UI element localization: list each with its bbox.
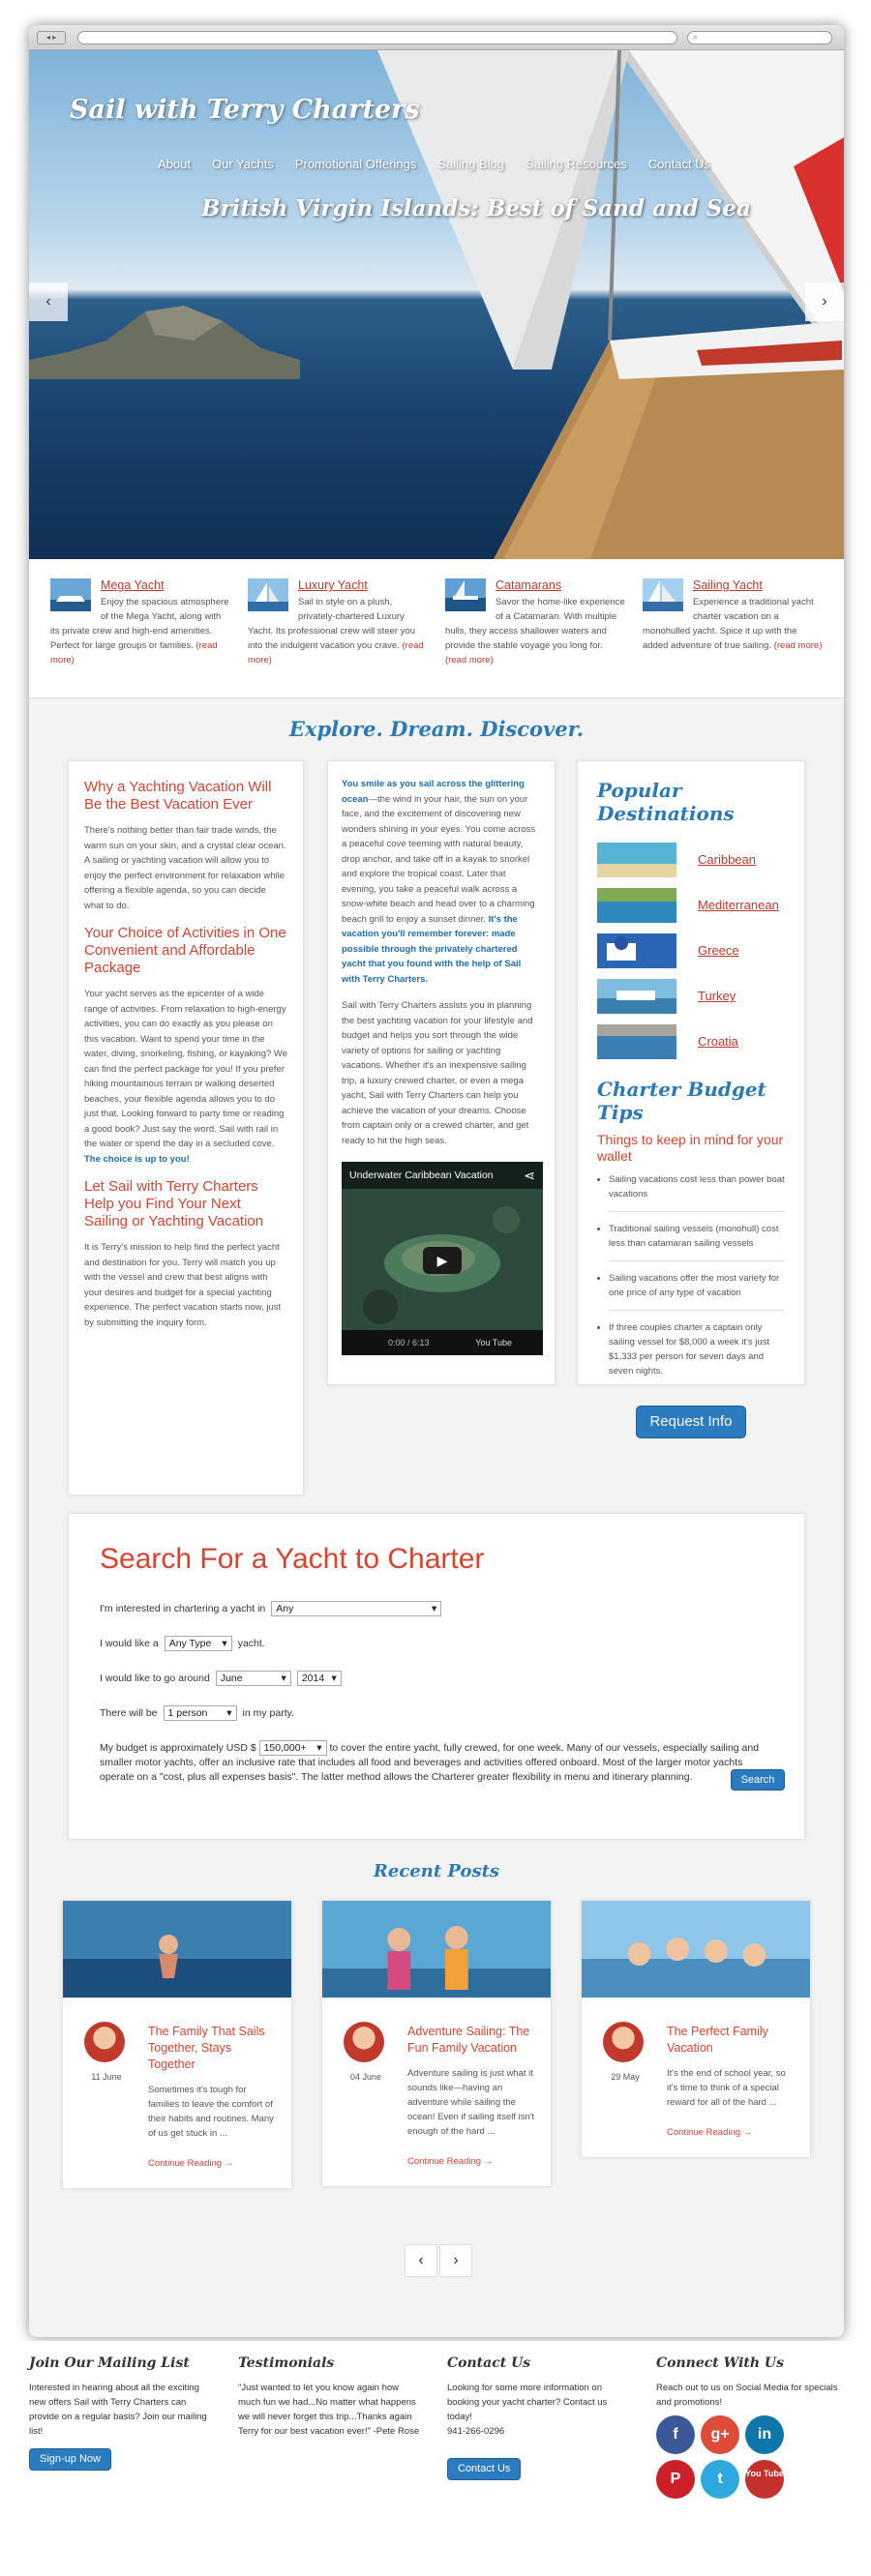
yachting-vacation-article [68, 760, 304, 1495]
nav-item-our-yachts[interactable]: Our Yachts [211, 157, 274, 171]
form-label: I'm interested in chartering a yacht in [100, 1603, 266, 1614]
destination-link-mediterranean[interactable]: Mediterranean [698, 898, 779, 912]
destination-link-croatia[interactable]: Croatia [698, 1034, 738, 1049]
hero-slider [29, 50, 844, 559]
intro-emphasis: It's the vacation you'll remember forever: made possible through the privately chartered yacht that you found with the help of Sail with Terry Charters. [342, 913, 522, 985]
search-button[interactable]: Search [731, 1769, 785, 1791]
posts-next-icon[interactable]: › [439, 2244, 472, 2277]
yacht-search-form [68, 1513, 805, 1840]
sailing-yacht-thumbnail [643, 578, 683, 611]
nav-item-sailing-resources[interactable]: Sailing Resources [525, 157, 627, 171]
form-row [100, 1671, 773, 1686]
google-plus-icon[interactable]: g+ [701, 2415, 739, 2454]
post-body [63, 2002, 291, 2188]
nav-item-promotional-offerings[interactable]: Promotional Offerings [294, 157, 417, 171]
footer-heading: Contact Us [447, 2355, 531, 2371]
budget-paragraph [100, 1740, 773, 1785]
category-text: Experience a traditional yacht charter vacation on a monohulled yacht. Spice it up with the added adventure of true sailing. [643, 597, 814, 651]
destination-item[interactable] [597, 882, 785, 928]
category-link-mega-yacht[interactable]: Mega Yacht [101, 578, 165, 592]
category-catamarans [445, 578, 625, 667]
yacht-categories [29, 559, 844, 698]
search-icon: ⌕ [693, 32, 699, 42]
contact-us-button[interactable]: Contact Us [447, 2458, 521, 2480]
form-row [100, 1636, 773, 1651]
blog-post-card [321, 1900, 552, 2187]
category-link-luxury-yacht[interactable]: Luxury Yacht [298, 578, 368, 592]
form-label: My budget is approximately USD $ [100, 1742, 256, 1754]
category-sailing-yacht [643, 578, 823, 653]
destination-item[interactable] [597, 1019, 785, 1064]
footer-social [656, 2356, 840, 2499]
hero-caption: British Virgin Islands: Best of Sand and Sea [201, 195, 751, 222]
article-paragraph: There's nothing better than fair trade winds, the warm sun on your skin, and a crystal clear ocean. A sailing or yachting vacation will allow you to enjoy the perfect environment for relaxation while offering a flexible agenda, so you can decide what to do. [84, 825, 286, 911]
author-avatar [84, 2022, 125, 2062]
mega-yacht-thumbnail [50, 578, 91, 611]
read-more-link[interactable]: (read more) [445, 655, 494, 666]
post-body [322, 2002, 551, 2186]
linkedin-icon[interactable]: in [745, 2415, 784, 2454]
list-item: • Sailing vacations offer the most variety for one price of any type of vacation [609, 1271, 785, 1311]
budget-tips-title: Charter Budget Tips [597, 1078, 766, 1124]
article-emphasis: The choice is up to you! [84, 1153, 190, 1165]
video-time: 0:00 / 6:13 [388, 1338, 430, 1347]
destination-link-caribbean[interactable]: Caribbean [698, 852, 756, 867]
share-icon[interactable]: ⋖ [524, 1168, 535, 1183]
catamaran-thumbnail [445, 578, 486, 611]
category-mega-yacht [50, 578, 230, 667]
caribbean-thumbnail [597, 843, 676, 877]
footer-text: Reach out to us on Social Media for specials and promotions! [656, 2383, 838, 2408]
continue-reading-link[interactable]: Continue Reading → [148, 2158, 234, 2169]
category-link-sailing-yacht[interactable]: Sailing Yacht [693, 578, 763, 592]
category-text: Sail in style on a plush, privately-chartered Luxury Yacht. Its professional crew will steer you into the indulgent vacation you crave. [248, 597, 416, 651]
yacht-type-select[interactable]: Any Type ▾ [165, 1636, 232, 1651]
footer-heading: Testimonials [238, 2355, 335, 2371]
social-icons [656, 2415, 792, 2499]
post-title-link[interactable]: Adventure Sailing: The Fun Family Vacation [407, 2025, 530, 2055]
read-more-link[interactable]: (read more) [50, 640, 218, 666]
post-date: 04 June [349, 2072, 382, 2082]
section-tagline: Explore. Dream. Discover. [288, 717, 585, 741]
twitter-icon[interactable]: t [701, 2460, 739, 2499]
play-icon[interactable]: ▶ [423, 1247, 462, 1274]
popular-destinations-title: Popular Destinations [597, 779, 735, 825]
browser-window [29, 25, 844, 2337]
post-date: 11 June [91, 2072, 122, 2082]
post-image [63, 1901, 291, 1998]
posts-prev-icon[interactable]: ‹ [405, 2244, 437, 2277]
year-select[interactable]: 2014 ▾ [297, 1671, 342, 1686]
nav-item-sailing-blog[interactable]: Sailing Blog [437, 157, 504, 171]
form-label: I would like a [100, 1638, 159, 1649]
form-label: I would like to go around [100, 1673, 210, 1684]
main-nav [147, 157, 721, 171]
signup-button[interactable]: Sign-up Now [29, 2448, 111, 2471]
form-row [100, 1601, 773, 1616]
month-select[interactable]: June ▾ [216, 1671, 291, 1686]
post-image [322, 1901, 551, 1998]
nav-item-contact-us[interactable]: Contact Us [647, 157, 711, 171]
category-text: Savor the home-like experience of a Catamaran. With multiple hulls, they access shallower waters and provide the stable voyage you long for. [445, 597, 625, 651]
read-more-link[interactable]: (read more) [248, 640, 424, 666]
footer-mailing-list [29, 2356, 213, 2471]
category-luxury-yacht [248, 578, 428, 667]
budget-description: to cover the entire yacht, fully crewed, for one week. Many of our vessels, especially sailing and smaller motor yachts, offer an inclusive rate that includes all food and beverages and activities offered onboard. Most of the larger motor yachts operate on a "cost, plus all expenses basis". The latter method allows the Charterer greater flexibility in menu and itinerary planning. [100, 1742, 760, 1783]
search-form-title: Search For a Yacht to Charter [100, 1543, 485, 1575]
intro-lead: You smile as you sail across the glittering ocean [342, 779, 525, 805]
post-excerpt: Sometimes it's tough for families to leave the comfort of their habits and routines. Many of us get stuck in ... [148, 2085, 274, 2139]
list-item: • If three couples charter a captain only sailing vessel for $8,000 a week it's just $1,333 per person for seven days and seven nights. [609, 1320, 785, 1388]
footer-contact [447, 2356, 631, 2480]
budget-select[interactable]: 150,000+ ▾ [259, 1740, 327, 1756]
form-label: in my party. [242, 1707, 295, 1719]
location-select[interactable]: Any ▾ [271, 1601, 441, 1616]
continue-reading-link[interactable]: Continue Reading → [407, 2156, 494, 2167]
recent-posts-title: Recent Posts [373, 1861, 500, 1881]
video-player[interactable] [342, 1162, 543, 1355]
list-item: • Sailing vacations cost less than power boat vacations [609, 1172, 785, 1212]
post-title-link[interactable]: The Family That Sails Together, Stays Together [148, 2025, 265, 2071]
phone-number[interactable]: 941-266-0296 [447, 2426, 505, 2437]
sailboat-illustration [377, 50, 844, 559]
luxury-yacht-thumbnail [248, 578, 288, 611]
blog-post-card [62, 1900, 292, 2189]
article-heading: Your Choice of Activities in One Convenient and Affordable Package [84, 925, 286, 976]
budget-tips-subtitle: Things to keep in mind for your wallet [597, 1132, 784, 1164]
budget-tips-list [597, 1172, 785, 1388]
facebook-icon[interactable]: f [656, 2415, 695, 2454]
destination-item[interactable] [597, 837, 785, 882]
youtube-logo[interactable]: You Tube [475, 1338, 512, 1347]
request-info-button[interactable]: Request Info [636, 1406, 746, 1438]
greece-thumbnail [597, 933, 676, 968]
browser-chrome [29, 25, 844, 50]
post-body [582, 2002, 810, 2157]
video-controls [342, 1330, 543, 1355]
post-excerpt: Adventure sailing is just what it sounds like—having an adventure while sailing the ocean! Even if sailing itself isn't enough of the hard ... [407, 2068, 535, 2137]
read-more-link[interactable]: (read more) [773, 640, 823, 651]
footer-heading: Join Our Mailing List [29, 2355, 190, 2371]
mediterranean-thumbnail [597, 888, 676, 923]
party-size-select[interactable]: 1 person ▾ [164, 1705, 237, 1721]
post-title-link[interactable]: The Perfect Family Vacation [667, 2025, 768, 2055]
destination-link-turkey[interactable]: Turkey [698, 989, 736, 1003]
browser-nav-buttons[interactable]: ◂ ▸ [37, 31, 66, 44]
turkey-thumbnail [597, 979, 676, 1014]
author-avatar [344, 2022, 384, 2062]
article-heading: Why a Yachting Vacation Will Be the Best Vacation Ever [84, 779, 272, 813]
form-row [100, 1705, 773, 1721]
form-label: yacht. [237, 1638, 265, 1649]
destination-item[interactable] [597, 928, 785, 973]
destination-item[interactable] [597, 973, 785, 1019]
site-title[interactable]: Sail with Terry Charters [70, 95, 420, 125]
article-text: Your yacht serves as the epicenter of a wide range of activities. From relaxation to high-energy activities, you can do exactly as you please on this vacation. Want to spend your time in the water, diving, snorkeling, fishing, or kayaking? We can find the perfect package for you! If you prefer hiking mountainous terrain or walking deserted beaches, your flexible agenda allows you to do just that. Looking forward to party time or reading a good book? Just say the word. Sail with rail in the water or spend the day in a secluded cove. [84, 989, 287, 1149]
article-heading: Let Sail with Terry Charters Help you Find Your Next Sailing or Yachting Vacation [84, 1178, 264, 1229]
croatia-thumbnail [597, 1024, 676, 1059]
testimonial-text: "Just wanted to let you know again how much fun we had...No matter what happens we will never forget this trip...Thanks again Terry for our best vacation ever!" -Pete Rose [238, 2383, 420, 2437]
pinterest-icon[interactable]: P [656, 2460, 695, 2499]
footer-heading: Connect With Us [656, 2355, 785, 2371]
destination-link-greece[interactable]: Greece [698, 943, 739, 958]
footer-testimonials [238, 2356, 422, 2439]
intro-article [327, 760, 556, 1385]
form-label: There will be [100, 1707, 158, 1719]
slider-next-arrow-icon[interactable]: › [805, 282, 844, 321]
nav-item-about[interactable]: About [158, 157, 191, 171]
intro-text: —the wind in your hair, the sun on your face, and the excitement of discovering new wonders shining in your eyes. You come across a peaceful cove teeming with natural beauty, drop anchor, and take off in a kayak to snorkel and explore the tropical coast. Later that evening, you take a peaceful walk across a snow-white beach and head over to a charming beach grill to enjoy a sunset dinner. [342, 793, 536, 925]
island-illustration [29, 302, 300, 379]
intro-paragraph: Sail with Terry Charters assists you in planning the best yachting vacation for your lifestyle and budget and helps you sort through the wide variety of options for sailing or yachting vacations. Whether it's an inexpensive sailing trip, a luxury crewed charter, or even a mega yacht, Sail with Terry Charters can help you achieve the vacation of your dreams. Choose from captain only or a crewed charter, and get ready to hit the high seas. [342, 1000, 533, 1146]
slider-prev-arrow-icon[interactable]: ‹ [29, 282, 68, 321]
footer-text: Looking for some more information on booking your yacht charter? Contact us today! [447, 2383, 608, 2422]
address-bar[interactable] [77, 31, 677, 44]
post-image [582, 1901, 810, 1998]
article-paragraph: It is Terry's mission to help find the perfect yacht and destination for you. Terry will match you up with the vessel and crew that best aligns with your desires and budget for a special yachting experience. The perfect vacation starts now, just by submitting the inquiry form. [84, 1242, 282, 1328]
category-text: Enjoy the spacious atmosphere of the Mega Yacht, along with its private crew and high-end amenities. Perfect for large groups or families. [50, 597, 229, 651]
blog-post-card [581, 1900, 811, 2158]
category-link-catamarans[interactable]: Catamarans [496, 578, 562, 592]
sidebar [577, 760, 805, 1430]
intro-paragraph [342, 777, 541, 987]
youtube-icon[interactable]: You Tube [745, 2460, 784, 2499]
article-paragraph [84, 987, 287, 1167]
footer-text: Interested in hearing about all the exciting new offers Sail with Terry Charters can provide on a regular basis? Join our mailing list! [29, 2383, 207, 2437]
list-item: • Traditional sailing vessels (monohull) cost less than catamaran sailing vessels [609, 1222, 785, 1261]
browser-search-bar[interactable] [687, 31, 832, 44]
video-title: Underwater Caribbean Vacation [342, 1162, 543, 1189]
author-avatar [603, 2022, 644, 2062]
post-excerpt: It's the end of school year, so it's time to think of a special reward for all of the hard ... [667, 2068, 786, 2108]
continue-reading-link[interactable]: Continue Reading → [667, 2127, 753, 2138]
post-date: 29 May [611, 2072, 640, 2082]
